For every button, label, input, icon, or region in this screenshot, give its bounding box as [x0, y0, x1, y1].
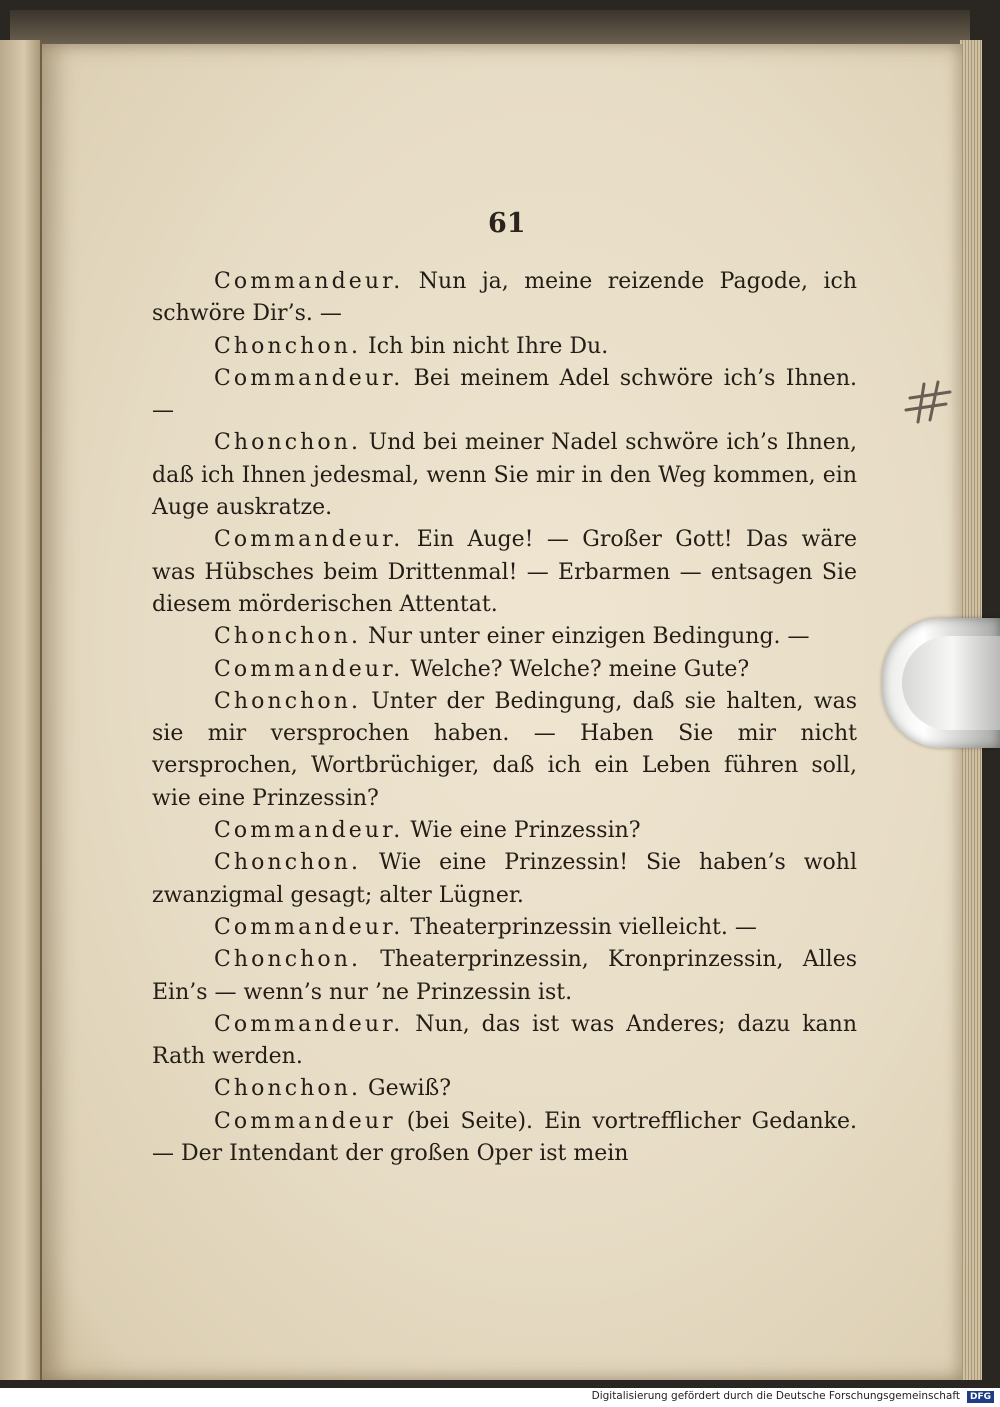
- dialogue-text: Theaterprinzessin, Kronprinzessin, Alles Ein’s — wenn’s nur ’ne Prinzessin ist.: [152, 947, 857, 1005]
- dfg-logo: DFG: [967, 1391, 994, 1403]
- speaker-name: Commandeur: [214, 1108, 396, 1134]
- page-number: 61: [488, 208, 526, 239]
- speaker-name: Chonchon.: [214, 850, 362, 876]
- dialogue-text: Unter der Bedingung, daß sie halten, was sie mir versprochen haben. — Haben Sie mir nicht versprochen, Wortbrüchiger, daß ich ein Leben führen soll, wie eine Prinzessin?: [152, 688, 857, 811]
- dialogue-paragraph: [152, 427, 857, 524]
- speaker-name: Chonchon.: [214, 947, 362, 973]
- left-page-edge: [0, 40, 42, 1380]
- book-top-edge: [10, 10, 970, 46]
- speaker-name: Commandeur.: [214, 527, 404, 553]
- page-clip-highlight: [902, 636, 1000, 730]
- dialogue-text: Gewiß?: [361, 1076, 451, 1102]
- dialogue-text: (bei Seite). Ein vortrefflicher Gedanke. — Der Intendant der großen Oper ist mein: [152, 1108, 857, 1167]
- dialogue-paragraph: [152, 1106, 857, 1171]
- dialogue-text: Und bei meiner Nadel schwöre ich’s Ihnen, daß ich Ihnen jedesmal, wenn Sie mir in den Weg kommen, ein Auge auskratze.: [152, 430, 857, 521]
- dialogue-paragraph: [152, 363, 857, 428]
- dialogue-text: Wie eine Prinzessin?: [403, 818, 641, 844]
- dialogue-text: Ich bin nicht Ihre Du.: [361, 333, 609, 359]
- speaker-name: Chonchon.: [214, 624, 362, 650]
- speaker-name: Chonchon.: [214, 333, 362, 359]
- dialogue-paragraph: [152, 944, 857, 1009]
- dialogue-text: Welche? Welche? meine Gute?: [403, 656, 750, 682]
- dialogue-text: Ein Auge! — Großer Gott! Das wäre was Hübsches beim Drittenmal! — Erbarmen — entsagen Sie diesem mörderischen Attentat.: [152, 527, 857, 617]
- dialogue-paragraph: [152, 686, 857, 815]
- dialogue-paragraph: [152, 847, 857, 912]
- speaker-name: Commandeur.: [214, 914, 404, 940]
- speaker-name: Commandeur.: [214, 1011, 404, 1037]
- handwritten-mark-icon: [902, 378, 954, 428]
- page-text: [152, 266, 857, 1170]
- speaker-name: Chonchon.: [214, 688, 362, 714]
- page-clip: [882, 618, 1000, 748]
- dialogue-text: Nun, das ist was Anderes; dazu kann Rath werden.: [152, 1011, 857, 1070]
- dialogue-text: Bei meinem Adel schwöre ich’s Ihnen. —: [152, 365, 857, 424]
- speaker-name: Commandeur.: [214, 269, 404, 294]
- speaker-name: Chonchon.: [214, 1076, 362, 1102]
- dialogue-paragraph: [152, 1009, 857, 1074]
- dialogue-paragraph: [152, 524, 857, 621]
- dialogue-text: Wie eine Prinzessin! Sie haben’s wohl zwanzigmal gesagt; alter Lügner.: [152, 850, 857, 908]
- dialogue-text: Theaterprinzessin vielleicht. —: [403, 914, 757, 940]
- speaker-name: Commandeur.: [214, 818, 404, 844]
- footer-credit: Digitalisierung gefördert durch die Deutsche Forschungsgemeinschaft: [591, 1390, 960, 1402]
- dialogue-paragraph: [152, 1073, 857, 1105]
- footer-bar: [0, 1388, 1000, 1407]
- dialogue-paragraph: [152, 621, 857, 653]
- dialogue-text: Nun ja, meine reizende Pagode, ich schwöre Dir’s. —: [152, 269, 857, 327]
- dialogue-text: Nur unter einer einzigen Bedingung. —: [361, 624, 810, 650]
- speaker-name: Commandeur.: [214, 656, 404, 682]
- dialogue-paragraph: [152, 331, 857, 363]
- dialogue-paragraph: [152, 815, 857, 847]
- speaker-name: Commandeur.: [214, 365, 404, 391]
- speaker-name: Chonchon.: [214, 430, 362, 456]
- dialogue-paragraph: [152, 654, 857, 686]
- dialogue-paragraph: [152, 912, 857, 944]
- dialogue-paragraph: [152, 266, 857, 331]
